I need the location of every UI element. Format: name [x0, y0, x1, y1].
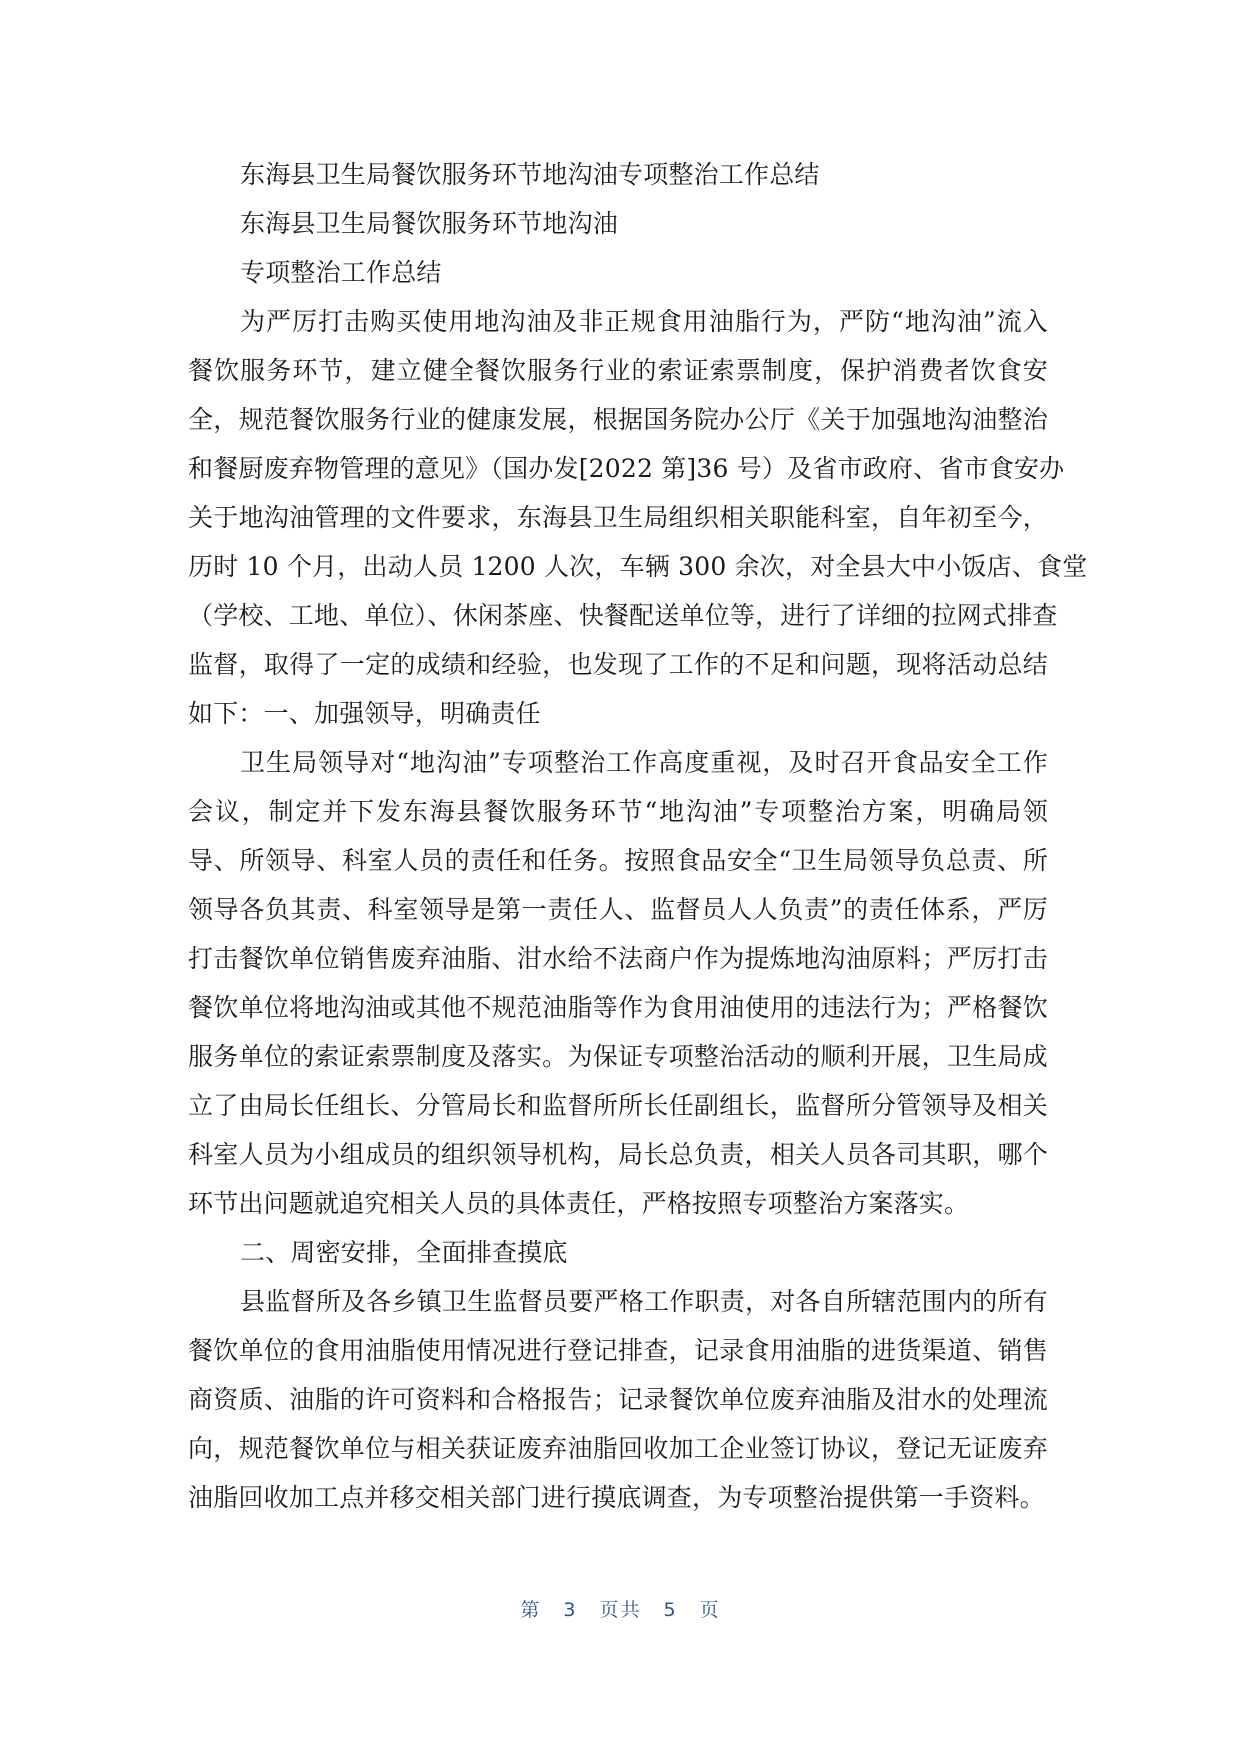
- paragraph-leadership: [188, 738, 1048, 1228]
- paragraph-line: 领导各负其责、科室领导是第一责任人、监督员人人负责”的责任体系，严厉: [188, 895, 1048, 924]
- page-number-footer: 第 3 页共 5 页: [520, 1599, 721, 1621]
- paragraph-line: 为严厉打击购买使用地沟油及非正规食用油脂行为，严防“地沟油”流入: [240, 307, 1048, 336]
- paragraph-line: 油脂回收加工点并移交相关部门进行摸底调查，为专项整治提供第一手资料。: [188, 1483, 1045, 1512]
- paragraph-line: 历时 10 个月，出动人员 1200 人次，车辆 300 余次，对全县大中小饭店、食堂: [188, 552, 1088, 581]
- paragraph-line: （学校、工地、单位）、休闲茶座、快餐配送单位等，进行了详细的拉网式排查: [188, 601, 1058, 630]
- document-subtitle-line-1: 东海县卫生局餐饮服务环节地沟油: [240, 209, 619, 238]
- section-heading: 二、周密安排，全面排查摸底: [240, 1238, 568, 1267]
- paragraph-line: 卫生局领导对“地沟油”专项整治工作高度重视，及时召开食品安全工作: [240, 748, 1048, 777]
- paragraph-line: 县监督所及各乡镇卫生监督员要严格工作职责，对各自所辖范围内的所有: [240, 1287, 1048, 1316]
- paragraph-line: 服务单位的索证索票制度及落实。为保证专项整治活动的顺利开展，卫生局成: [188, 1042, 1048, 1071]
- paragraph-line: 环节出问题就追究相关人员的具体责任，严格按照专项整治方案落实。: [188, 1189, 970, 1218]
- paragraph-line: 关于地沟油管理的文件要求，东海县卫生局组织相关职能科室，自年初至今，: [188, 503, 1048, 532]
- paragraph-intro: [188, 297, 1088, 738]
- paragraph-line: 如下：一、加强领导，明确责任: [188, 699, 541, 728]
- document-body: [188, 150, 1088, 1522]
- paragraph-line: 餐饮单位的食用油脂使用情况进行登记排查，记录食用油脂的进货渠道、销售: [188, 1336, 1048, 1365]
- paragraph-line: 监督，取得了一定的成绩和经验，也发现了工作的不足和问题，现将活动总结: [188, 650, 1048, 679]
- document-title: 东海县卫生局餐饮服务环节地沟油专项整治工作总结: [240, 160, 820, 189]
- paragraph-line: 导、所领导、科室人员的责任和任务。按照食品安全“卫生局领导负总责、所: [188, 846, 1048, 875]
- paragraph-line: 和餐厨废弃物管理的意见》（国办发[2022 第]36 号）及省市政府、省市食安办: [188, 454, 1065, 483]
- paragraph-line: 全，规范餐饮服务行业的健康发展，根据国务院办公厅《关于加强地沟油整治: [188, 405, 1048, 434]
- paragraph-line: 科室人员为小组成员的组织领导机构，局长总负责，相关人员各司其职，哪个: [188, 1140, 1048, 1169]
- paragraph-line: 立了由局长任组长、分管局长和监督所所长任副组长，监督所分管领导及相关: [188, 1091, 1048, 1120]
- paragraph-line: 打击餐饮单位销售废弃油脂、泔水给不法商户作为提炼地沟油原料；严厉打击: [188, 944, 1048, 973]
- document-subtitle-line-2: 专项整治工作总结: [240, 258, 442, 287]
- paragraph-line: 会议，制定并下发东海县餐饮服务环节“地沟油”专项整治方案，明确局领: [188, 797, 1048, 826]
- paragraph-line: 向，规范餐饮单位与相关获证废弃油脂回收加工企业签订协议，登记无证废弃: [188, 1434, 1048, 1463]
- paragraph-line: 商资质、油脂的许可资料和合格报告；记录餐饮单位废弃油脂及泔水的处理流: [188, 1385, 1048, 1414]
- paragraph-line: 餐饮服务环节，建立健全餐饮服务行业的索证索票制度，保护消费者饮食安: [188, 356, 1048, 385]
- paragraph-survey: [188, 1277, 1048, 1522]
- paragraph-line: 餐饮单位将地沟油或其他不规范油脂等作为食用油使用的违法行为；严格餐饮: [188, 993, 1048, 1022]
